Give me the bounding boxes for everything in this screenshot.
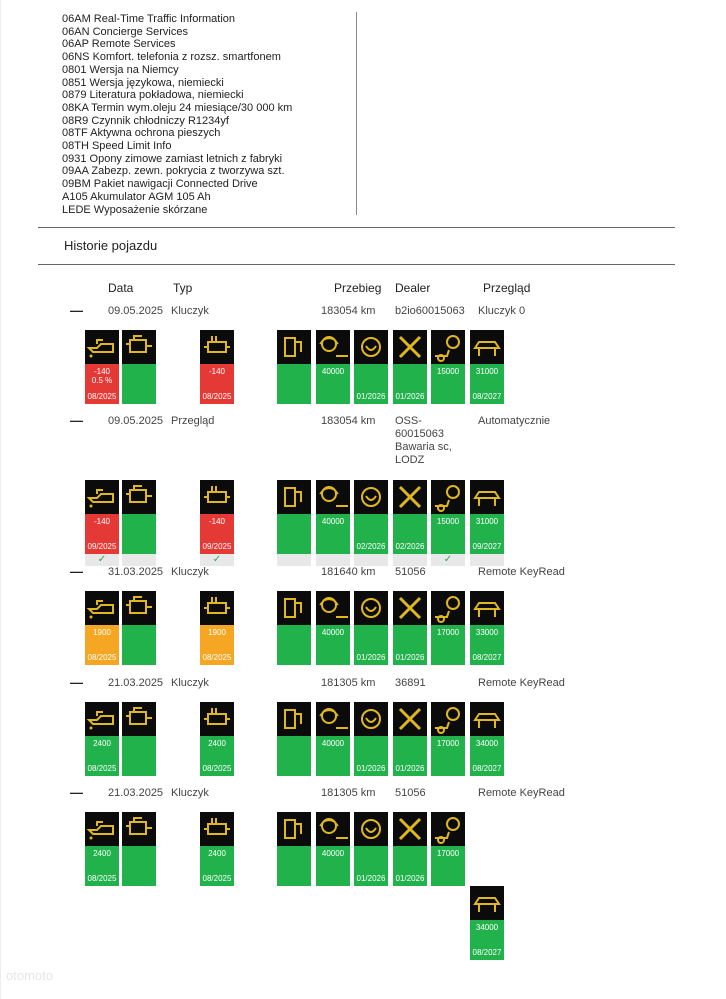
column-divider <box>356 12 357 215</box>
collapse-toggle[interactable]: — <box>70 564 83 579</box>
service-due-date: 02/2026 <box>356 542 386 551</box>
record-dealer-line: LODZ <box>395 454 425 466</box>
engine-icon <box>122 591 156 625</box>
record-date: 09.05.2025 <box>108 415 164 427</box>
service-tile <box>316 330 350 404</box>
service-check-mark: ✓ <box>431 554 465 566</box>
header-przeglad: Przegląd <box>483 281 531 295</box>
service-due-date: 08/2025 <box>202 764 232 773</box>
service-status <box>277 625 311 665</box>
option-item: 06AN Concierge Services <box>62 25 188 38</box>
record-review: Kluczyk 0 <box>478 305 526 317</box>
watermark: otomoto <box>6 968 53 983</box>
option-item: 08TH Speed Limit Info <box>62 140 172 153</box>
record-type: Przegląd <box>171 415 215 427</box>
service-status <box>316 514 350 554</box>
service-status <box>85 846 119 886</box>
service-check-mark <box>393 554 427 566</box>
brake-fluid-icon <box>354 702 388 736</box>
service-due-date: 08/2025 <box>87 874 117 883</box>
micro-filter-icon <box>200 591 234 625</box>
record-dealer-line: b2io60015063 <box>395 305 465 317</box>
header-przebieg: Przebieg <box>334 281 382 295</box>
service-status <box>431 846 465 886</box>
service-remaining: 17000 <box>436 628 460 637</box>
service-tile <box>277 702 311 776</box>
brake-fluid-icon <box>354 591 388 625</box>
brake-rear-icon <box>431 702 465 736</box>
service-status <box>200 364 234 404</box>
service-status <box>354 514 388 554</box>
record-dealer <box>395 415 452 467</box>
service-due-date: 08/2027 <box>472 653 502 662</box>
service-status <box>470 514 504 554</box>
service-status <box>122 625 156 665</box>
service-status <box>431 625 465 665</box>
service-remaining: -140 <box>208 367 225 376</box>
brake-rear-icon <box>431 812 465 846</box>
service-remaining: 31000 <box>475 367 499 376</box>
record-mileage: 181305 km <box>321 787 376 799</box>
section-rule-bottom <box>38 264 675 265</box>
service-tile <box>122 330 156 404</box>
service-due-date: 09/2027 <box>472 542 502 551</box>
vehicle-check-icon <box>470 480 504 514</box>
service-due-date: 02/2026 <box>395 542 425 551</box>
record-mileage: 181305 km <box>321 677 376 689</box>
option-item: 0851 Wersja językowa, niemiecki <box>62 76 224 89</box>
vehicle-check-icon <box>470 886 504 920</box>
brake-front-icon <box>316 480 350 514</box>
service-tile <box>393 702 427 776</box>
service-due-date: 08/2025 <box>202 874 232 883</box>
service-remaining: 1900 <box>208 628 226 637</box>
service-check-mark <box>354 554 388 566</box>
service-tile <box>354 591 388 665</box>
service-remaining: 40000 <box>321 367 345 376</box>
service-remaining: 40000 <box>321 739 345 748</box>
engine-icon <box>122 480 156 514</box>
oil-can-icon <box>85 330 119 364</box>
service-status <box>277 364 311 404</box>
service-tile <box>316 702 350 776</box>
fuel-filter-icon <box>277 702 311 736</box>
record-dealer-line: 60015063 <box>395 428 444 440</box>
service-tile <box>277 812 311 886</box>
service-remaining: -140 <box>93 517 110 526</box>
service-tile <box>354 480 388 566</box>
service-tools-icon <box>393 702 427 736</box>
service-tile <box>200 702 234 776</box>
service-remaining: -140 0.5 % <box>91 367 113 385</box>
fuel-filter-icon <box>277 591 311 625</box>
brake-front-icon <box>316 330 350 364</box>
option-item: 08TF Aktywna ochrona pieszych <box>62 127 221 140</box>
service-tile <box>393 330 427 404</box>
fuel-filter-icon <box>277 480 311 514</box>
service-check-mark: ✓ <box>200 554 234 566</box>
record-date: 21.03.2025 <box>108 787 164 799</box>
service-due-date: 09/2025 <box>87 542 117 551</box>
record-type: Kluczyk <box>171 787 209 799</box>
service-tile <box>470 480 504 566</box>
option-item: 08R9 Czynnik chłodniczy R1234yf <box>62 114 229 127</box>
service-status <box>354 736 388 776</box>
record-dealer-line: Bawaria sc, <box>395 441 452 453</box>
service-check-mark <box>277 554 311 566</box>
service-status <box>85 625 119 665</box>
service-remaining: 31000 <box>475 517 499 526</box>
record-type: Kluczyk <box>171 677 209 689</box>
service-status <box>470 736 504 776</box>
service-tile <box>200 812 234 886</box>
oil-can-icon <box>85 591 119 625</box>
record-type: Kluczyk <box>171 566 209 578</box>
service-tile <box>316 480 350 566</box>
options-list <box>62 13 292 216</box>
option-item: 06AM Real-Time Traffic Information <box>62 13 236 25</box>
service-tile <box>200 330 234 404</box>
service-due-date: 01/2026 <box>395 874 425 883</box>
service-remaining: 40000 <box>321 849 345 858</box>
record-type: Kluczyk <box>171 305 209 317</box>
service-tile <box>122 480 156 566</box>
service-check-mark <box>316 554 350 566</box>
service-tile <box>316 812 350 886</box>
brake-rear-icon <box>431 330 465 364</box>
service-due-date: 01/2026 <box>395 392 425 401</box>
service-due-date: 01/2026 <box>395 764 425 773</box>
option-item: 08KA Termin wym.oleju 24 miesiące/30 000 km <box>62 101 293 114</box>
service-due-date: 08/2027 <box>472 392 502 401</box>
service-due-date: 08/2025 <box>202 653 232 662</box>
record-date: 09.05.2025 <box>108 305 164 317</box>
service-status <box>393 364 427 404</box>
service-status <box>200 846 234 886</box>
micro-filter-icon <box>200 480 234 514</box>
service-tile <box>200 480 234 566</box>
brake-front-icon <box>316 812 350 846</box>
service-tile <box>470 702 504 776</box>
service-tools-icon <box>393 591 427 625</box>
service-tile <box>277 480 311 566</box>
record-dealer-line: 51056 <box>395 787 426 799</box>
page-border <box>0 0 1 999</box>
option-item: 0931 Opony zimowe zamiast letnich z fabryki <box>62 152 283 165</box>
engine-icon <box>122 812 156 846</box>
service-status <box>393 846 427 886</box>
section-rule-top <box>38 227 675 228</box>
service-status <box>316 364 350 404</box>
service-status <box>122 364 156 404</box>
service-remaining: 17000 <box>436 739 460 748</box>
brake-fluid-icon <box>354 330 388 364</box>
record-date: 21.03.2025 <box>108 677 164 689</box>
record-dealer-line: 51056 <box>395 566 426 578</box>
service-status <box>431 364 465 404</box>
service-status <box>122 736 156 776</box>
service-status <box>85 364 119 404</box>
service-tile <box>470 591 504 665</box>
service-remaining: 1900 <box>93 628 111 637</box>
service-remaining: 33000 <box>475 628 499 637</box>
service-check-mark <box>470 554 504 566</box>
service-tile <box>85 591 119 665</box>
service-check-mark: ✓ <box>85 554 119 566</box>
brake-fluid-icon <box>354 812 388 846</box>
engine-icon <box>122 330 156 364</box>
record-dealer <box>395 566 426 579</box>
collapse-toggle[interactable]: — <box>70 303 83 318</box>
oil-can-icon <box>85 812 119 846</box>
section-title: Historie pojazdu <box>64 238 158 253</box>
service-status <box>470 364 504 404</box>
option-item: 06AP Remote Services <box>62 38 176 51</box>
brake-rear-icon <box>431 480 465 514</box>
brake-front-icon <box>316 702 350 736</box>
service-due-date: 01/2026 <box>356 653 386 662</box>
vehicle-check-icon <box>470 591 504 625</box>
service-due-date: 08/2025 <box>87 653 117 662</box>
record-review: Automatycznie <box>478 415 551 427</box>
service-tile <box>85 480 119 566</box>
service-due-date: 01/2026 <box>356 392 386 401</box>
header-dealer: Dealer <box>395 281 431 295</box>
service-status <box>122 846 156 886</box>
record-mileage: 183054 km <box>321 415 376 427</box>
service-remaining: 2400 <box>208 849 226 858</box>
service-status <box>431 514 465 554</box>
service-tile <box>200 591 234 665</box>
service-tile <box>85 330 119 404</box>
service-tile <box>122 702 156 776</box>
oil-can-icon <box>85 702 119 736</box>
service-tile <box>431 480 465 566</box>
service-status <box>277 514 311 554</box>
service-due-date: 09/2025 <box>202 542 232 551</box>
service-status <box>470 625 504 665</box>
collapse-toggle[interactable]: — <box>70 785 83 800</box>
record-dealer <box>395 305 465 318</box>
service-tile <box>431 330 465 404</box>
service-remaining: 34000 <box>475 739 499 748</box>
option-item: 09BM Pakiet nawigacji Connected Drive <box>62 178 258 191</box>
service-status <box>200 736 234 776</box>
record-review: Remote KeyRead <box>478 566 565 578</box>
service-tile <box>470 330 504 404</box>
header-typ: Typ <box>173 281 193 295</box>
service-tile <box>122 591 156 665</box>
service-tools-icon <box>393 480 427 514</box>
record-dealer-line: 36891 <box>395 677 426 689</box>
record-review: Remote KeyRead <box>478 787 565 799</box>
service-tile <box>85 702 119 776</box>
service-due-date: 01/2026 <box>356 764 386 773</box>
record-mileage: 183054 km <box>321 305 376 317</box>
service-status <box>316 736 350 776</box>
service-status <box>316 625 350 665</box>
service-status <box>354 364 388 404</box>
record-dealer <box>395 677 426 690</box>
service-tile <box>277 330 311 404</box>
service-status <box>277 846 311 886</box>
option-item: 09AA Zabezp. zewn. pokrycia z tworzywa szt. <box>62 165 285 178</box>
service-status <box>85 514 119 554</box>
service-due-date: 08/2025 <box>87 392 117 401</box>
service-tools-icon <box>393 812 427 846</box>
micro-filter-icon <box>200 702 234 736</box>
service-status <box>122 514 156 554</box>
service-status <box>85 736 119 776</box>
service-tile <box>393 812 427 886</box>
service-tile <box>354 812 388 886</box>
service-remaining: 2400 <box>93 849 111 858</box>
service-tile <box>354 702 388 776</box>
service-tile <box>431 812 465 886</box>
brake-rear-icon <box>431 591 465 625</box>
micro-filter-icon <box>200 330 234 364</box>
record-review: Remote KeyRead <box>478 677 565 689</box>
service-status <box>354 625 388 665</box>
service-tools-icon <box>393 330 427 364</box>
service-status <box>277 736 311 776</box>
service-status <box>393 625 427 665</box>
service-tile <box>85 812 119 886</box>
header-data: Data <box>108 281 134 295</box>
service-remaining: 34000 <box>475 923 499 932</box>
option-item: LEDE Wyposażenie skórzane <box>62 203 208 216</box>
service-remaining: 2400 <box>93 739 111 748</box>
service-tile <box>393 591 427 665</box>
micro-filter-icon <box>200 812 234 846</box>
fuel-filter-icon <box>277 330 311 364</box>
record-date: 31.03.2025 <box>108 566 164 578</box>
service-due-date: 08/2027 <box>472 948 502 957</box>
fuel-filter-icon <box>277 812 311 846</box>
option-item: A105 Akumulator AGM 105 Ah <box>62 190 211 203</box>
service-tile <box>316 591 350 665</box>
service-check-mark <box>122 554 156 566</box>
vehicle-check-icon <box>470 702 504 736</box>
service-remaining: 40000 <box>321 517 345 526</box>
service-tile <box>431 702 465 776</box>
brake-fluid-icon <box>354 480 388 514</box>
record-mileage: 181640 km <box>321 566 376 578</box>
service-due-date: 08/2027 <box>472 764 502 773</box>
option-item: 06NS Komfort. telefonia z rozsz. smartfonem <box>62 51 281 64</box>
service-tile <box>470 886 504 960</box>
option-item: 0801 Wersja na Niemcy <box>62 63 179 76</box>
service-due-date: 08/2025 <box>87 764 117 773</box>
service-tile <box>393 480 427 566</box>
service-status <box>200 625 234 665</box>
service-remaining: 40000 <box>321 628 345 637</box>
oil-can-icon <box>85 480 119 514</box>
service-remaining: 15000 <box>436 367 460 376</box>
service-status <box>316 846 350 886</box>
service-remaining: 17000 <box>436 849 460 858</box>
service-remaining: -140 <box>208 517 225 526</box>
service-remaining: 15000 <box>436 517 460 526</box>
service-status <box>200 514 234 554</box>
collapse-toggle[interactable]: — <box>70 413 83 428</box>
record-dealer <box>395 787 426 800</box>
service-tile <box>122 812 156 886</box>
engine-icon <box>122 702 156 736</box>
option-item: 0879 Literatura pokładowa, niemiecki <box>62 89 244 102</box>
service-due-date: 08/2025 <box>202 392 232 401</box>
service-status <box>393 514 427 554</box>
service-status <box>354 846 388 886</box>
vehicle-check-icon <box>470 330 504 364</box>
collapse-toggle[interactable]: — <box>70 675 83 690</box>
service-status <box>431 736 465 776</box>
service-remaining: 2400 <box>208 739 226 748</box>
service-status <box>393 736 427 776</box>
brake-front-icon <box>316 591 350 625</box>
record-dealer-line: OSS- <box>395 415 422 427</box>
service-tile <box>431 591 465 665</box>
service-due-date: 01/2026 <box>395 653 425 662</box>
service-due-date: 01/2026 <box>356 874 386 883</box>
service-tile <box>277 591 311 665</box>
service-status <box>470 920 504 960</box>
service-tile <box>354 330 388 404</box>
